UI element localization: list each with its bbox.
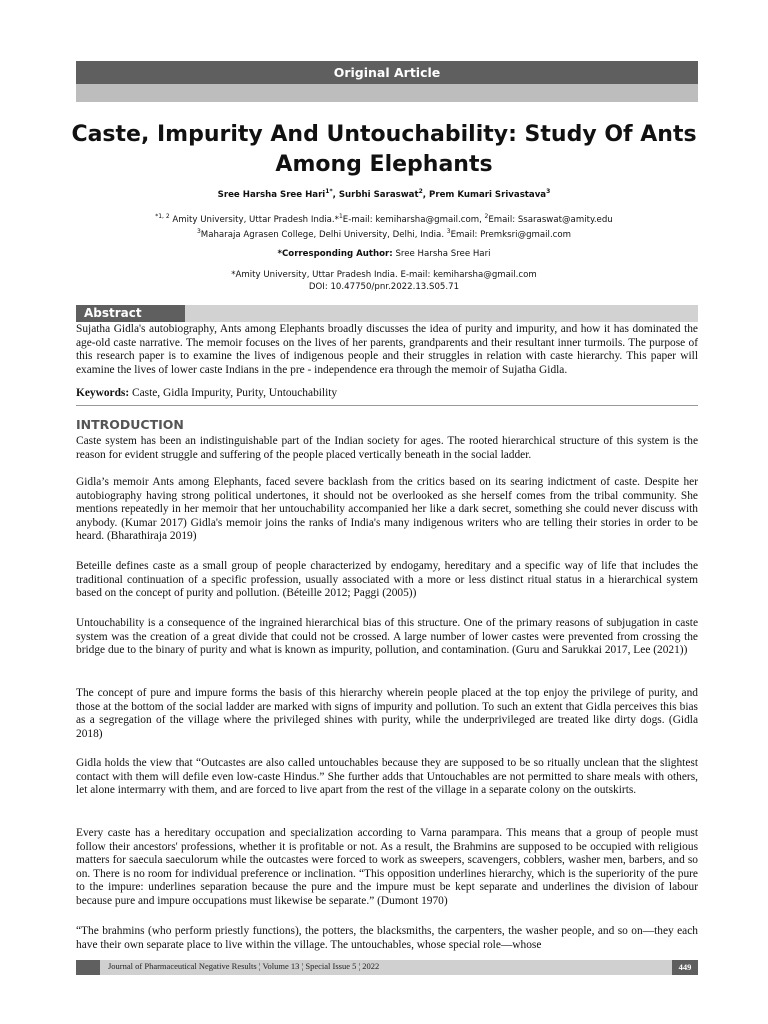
abstract-text: Sujatha Gidla's autobiography, Ants among Elephants broadly discusses the idea of purity and impurity, and how it has dominated the age-old caste narrative. The memoir focuses on the lives of her parents, grandparents and their resultant inner turmoils. The purpose of this research paper is to examine the lives of indigenous people and their struggles in relation with caste hierarchy. This paper will examine the lives of lower caste Indians in the pre - independence era through the memoir of Sujatha Gidla.	[76, 323, 698, 376]
contact-line: *Amity University, Uttar Pradesh India. E-mail: kemiharsha@gmail.com	[231, 270, 537, 280]
abstract-heading: Abstract	[76, 305, 185, 322]
affiliation-sup: 3	[446, 227, 451, 235]
keywords-label: Keywords:	[76, 387, 130, 399]
affiliation-sup: 1	[338, 213, 343, 220]
intro-paragraph-3: Beteille defines caste as a small group of people characterized by endogamy, hereditary and a specific way of life that includes the traditional continuation of a specific profession, usually associated with a more or less distinct ritual status in a hierarchical system based on the concept of purity and pollution. (Béteille 2012; Paggi (2005))	[76, 560, 698, 599]
introduction-heading: INTRODUCTION	[76, 417, 184, 432]
intro-paragraph-7: Every caste has a hereditary occupation and specialization according to Varna parampara. This means that a group of people must follow their ancestors' professions, whether it is profitable or not. As a result, the Brahmins are supposed to be occupied with religious matters for saecula saeculorum while the outcastes were forced to work as sweepers, scavengers, cobblers, washer men, barbers, and so on. There is no room for individual preference or inclination. “This opposition underlines hierarchy, which is the superiority of the pure to the impure: underlines separation because the pure and the impure must be kept separate and underlines the division of labour because pure and impure occupations must likewise be separate.” (Dumont 1970)	[76, 827, 698, 907]
intro-paragraph-2: Gidla’s memoir Ants among Elephants, faced severe backlash from the critics based on its searing indictment of caste. Despite her autobiography having strong political undertones, it should not be overlooked as she herself comes from the tribal community. She mentions repeatedly in her memoir that her untouchability accompanied her like a dark secret, something she could never discuss with anybody. (Kumar 2017) Gidla's memoir joins the ranks of India's many indigenous writers who are telling their stories in order to be heard. (Bharathiraja 2019)	[76, 476, 698, 542]
title-line-1: Caste, Impurity And Untouchability: Study Of Ants	[71, 122, 697, 147]
corresponding-author	[60, 248, 708, 260]
footer-marker	[76, 960, 100, 975]
keywords-text: Caste, Gidla Impurity, Purity, Untouchability	[129, 387, 338, 399]
abstract-heading-bar	[76, 305, 698, 322]
author-1: Sree Harsha Sree Hari	[217, 189, 326, 200]
intro-paragraph-4: Untouchability is a consequence of the ingrained hierarchical bias of this structure. One of the primary reasons of subjugation in caste system was the creation of a great divide that could not be crossed. A large number of lower castes were prevented from crossing the bridge due to the binary of purity and what is known as impurity, pollution, and contamination. (Guru and Sarukkai 2017, Lee (2021))	[76, 617, 698, 656]
article-title	[60, 120, 708, 180]
corresponding-label: *Corresponding Author:	[277, 249, 393, 259]
affiliation-email: Email: Premksri@gmail.com	[450, 229, 572, 240]
author-1-sup: 1*	[325, 188, 333, 195]
intro-paragraph-5: The concept of pure and impure forms the basis of this hierarchy wherein people placed at the top enjoy the privilege of purity, and those at the bottom of the social ladder are marked with signs of impurity and pollution. To such an extent that Gidla perceives this bias as a segregation of the village where the privileged shines with purity, while the underprivileged are treated like dirty dogs. (Gidla 2018)	[76, 687, 698, 740]
author-3-sup: 3	[546, 188, 551, 195]
author-list	[60, 188, 708, 200]
affiliation-block	[60, 211, 708, 241]
author-2-sup: 2	[418, 188, 423, 195]
page-number: 449	[672, 960, 698, 975]
author-2: Surbhi Saraswat	[338, 189, 419, 200]
keywords-divider	[76, 405, 698, 406]
keywords-line	[76, 387, 698, 401]
footer-journal: Journal of Pharmaceutical Negative Results ¦ Volume 13 ¦ Special Issue 5 ¦ 2022	[108, 961, 380, 971]
contact-block	[60, 269, 708, 293]
affiliation-line-1	[60, 211, 708, 226]
corresponding-name: Sree Harsha Sree Hari	[392, 249, 491, 259]
affiliation-sup: 3	[196, 227, 201, 235]
affiliation-sup: *1, 2	[155, 213, 170, 220]
article-type-banner	[76, 61, 698, 102]
affiliation-email: Email: Ssaraswat@amity.edu	[488, 214, 613, 225]
author-separator: ,	[422, 189, 430, 200]
doi-line: DOI: 10.47750/pnr.2022.13.S05.71	[308, 282, 460, 292]
intro-paragraph-6: Gidla holds the view that “Outcastes are also called untouchables because they are supposed to be so ritually unclean that the slightest contact with them will defile even low-caste Hindus.” She further adds that Untouchables are not permitted to share meals with others, let alone intermarry with them, and are forced to live apart from the rest of the village in a separate colony on the outskirts.	[76, 757, 698, 796]
affiliation-text: Amity University, Uttar Pradesh India.*	[169, 214, 339, 225]
affiliation-text: Maharaja Agrasen College, Delhi University, Delhi, India.	[200, 229, 447, 240]
affiliation-sup: 2	[484, 213, 489, 220]
title-line-2: Among Elephants	[275, 152, 493, 177]
intro-paragraph-8: “The brahmins (who perform priestly functions), the potters, the blacksmiths, the carpenters, the washer people, and so on—they each have their own separate place to live within the village. The untouchables, whose special role—whose	[76, 925, 698, 951]
author-3: Prem Kumari Srivastava	[429, 189, 547, 200]
affiliation-line-2	[60, 226, 708, 241]
author-separator: ,	[332, 189, 339, 200]
article-type-label: Original Article	[76, 61, 698, 84]
affiliation-email: E-mail: kemiharsha@gmail.com,	[342, 214, 485, 225]
page-footer	[76, 960, 698, 975]
intro-paragraph-1: Caste system has been an indistinguishable part of the Indian society for ages. The rooted hierarchical structure of this system is the reason for evident struggle and suffering of the people placed vertically beneath in the social ladder.	[76, 435, 698, 461]
